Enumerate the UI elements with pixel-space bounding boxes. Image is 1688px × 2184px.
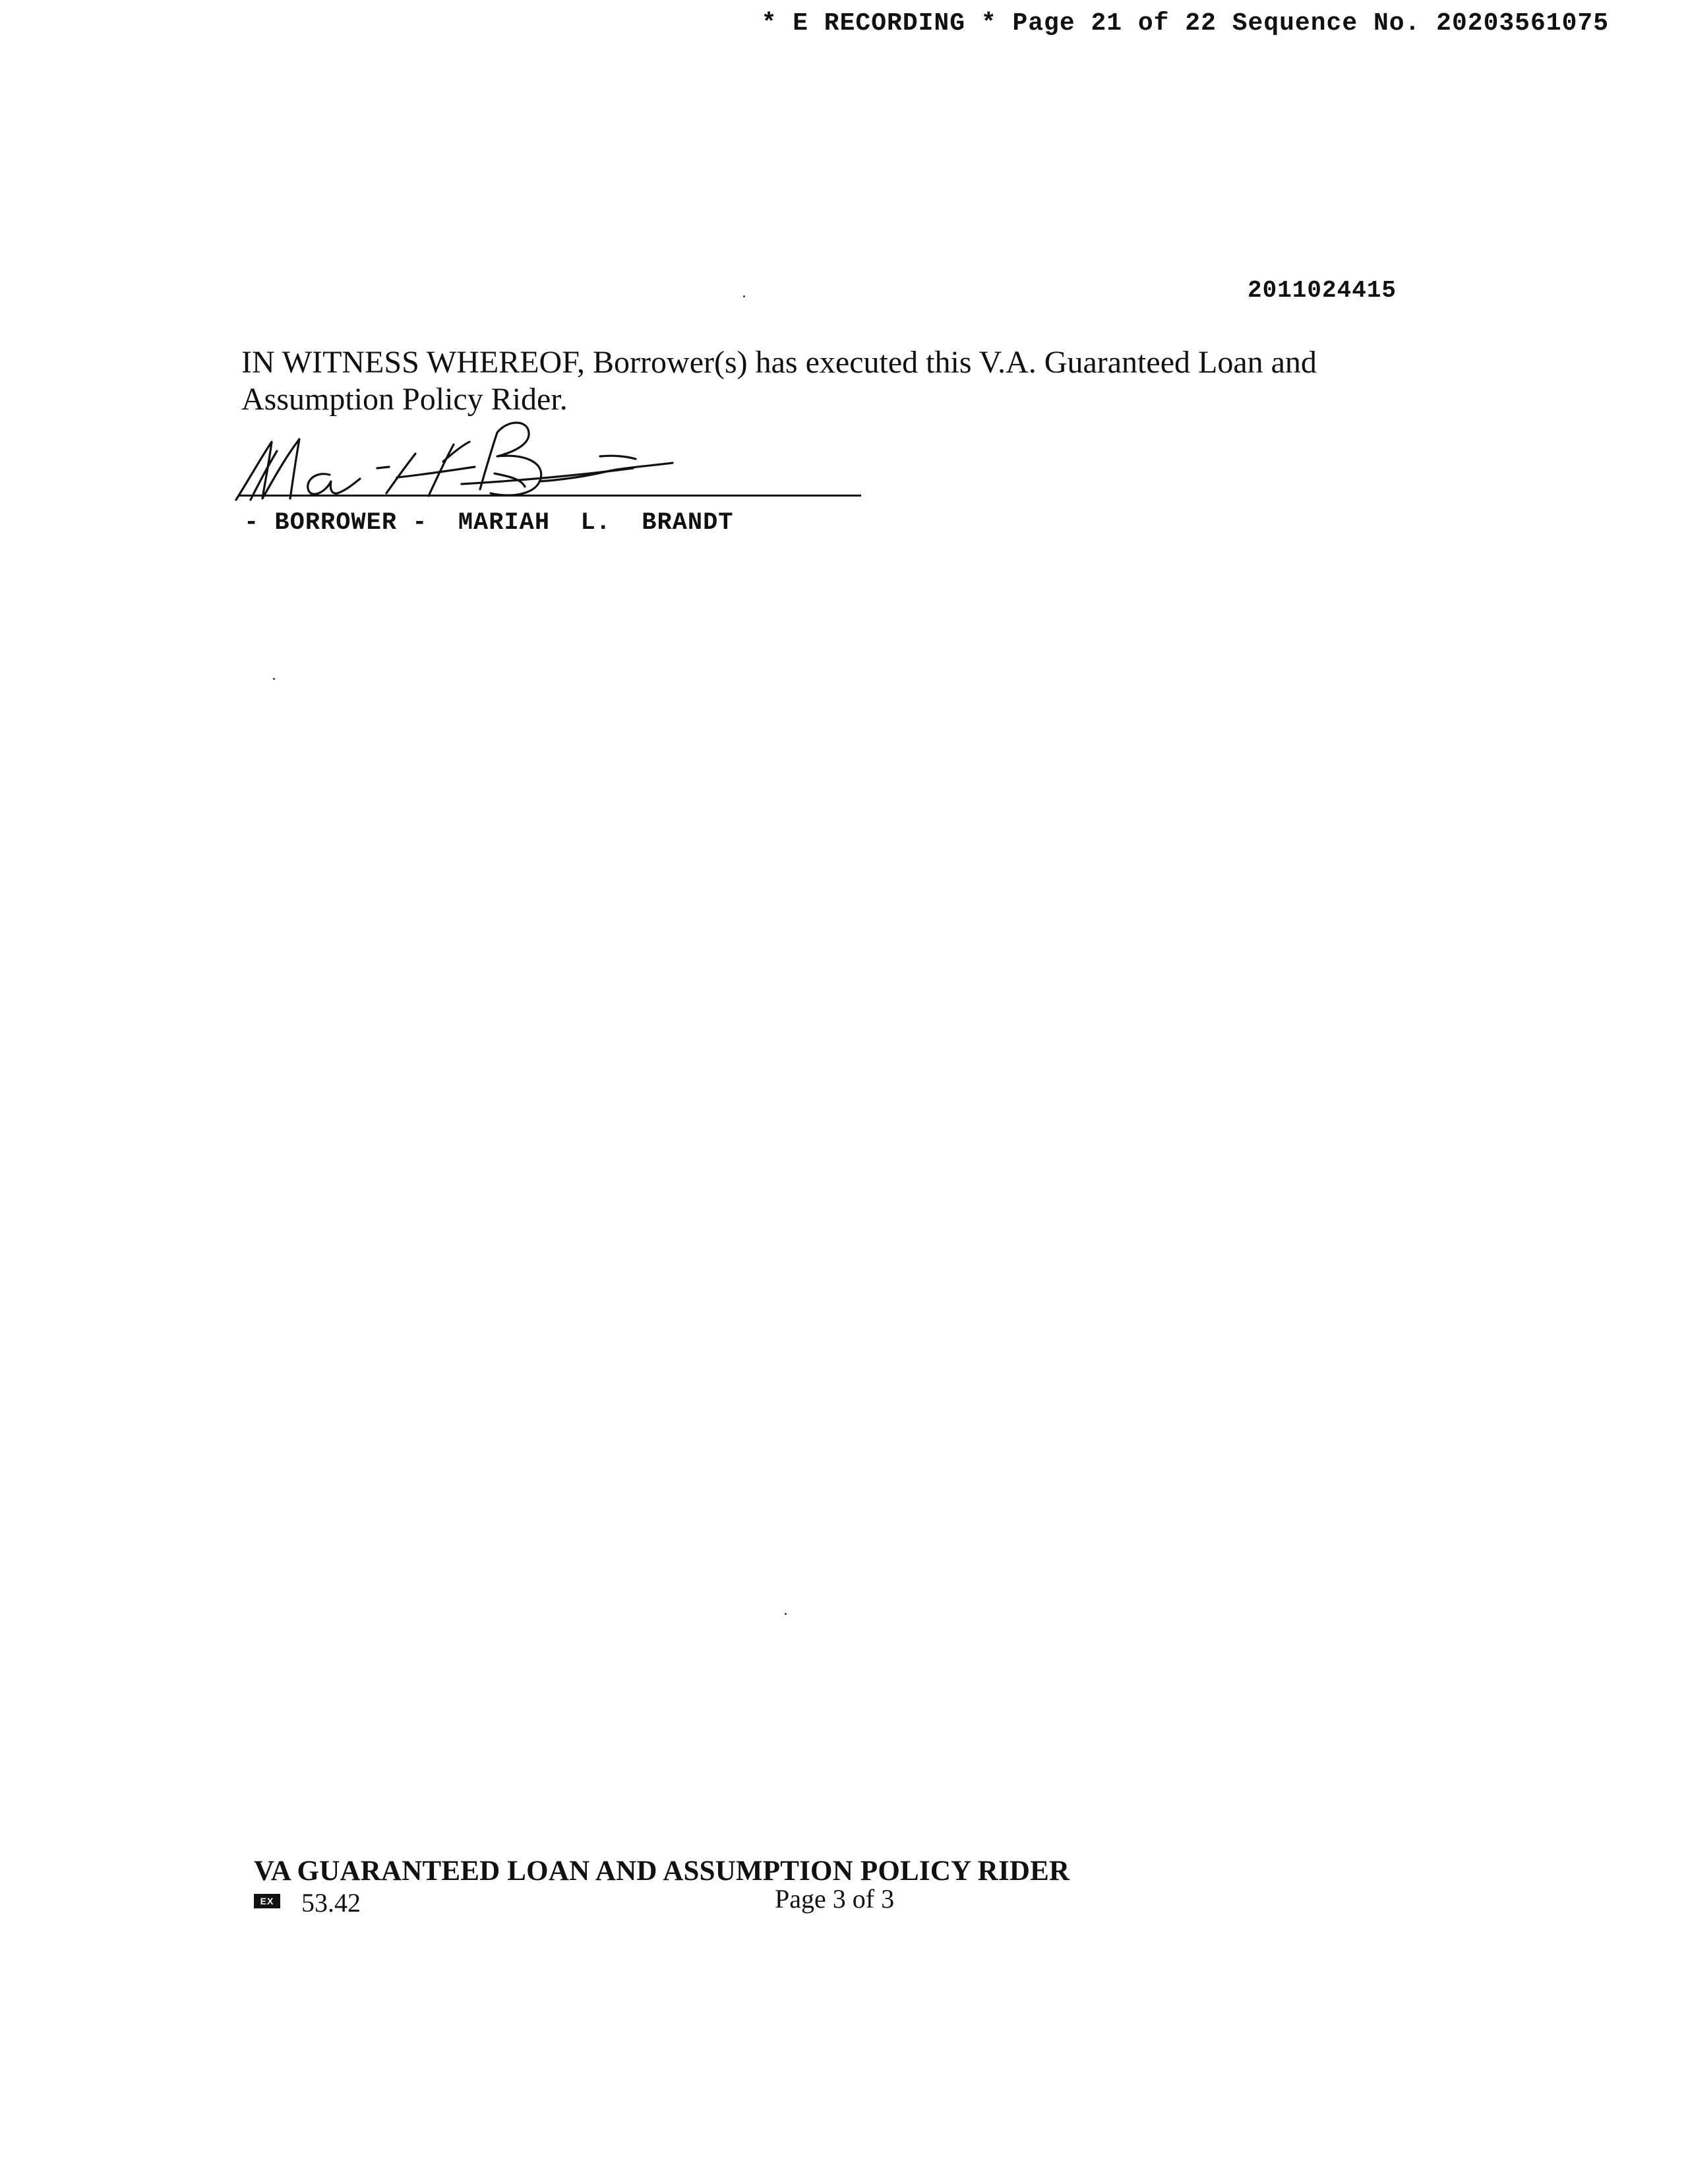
ellie-mae-logo-icon: EX — [254, 1894, 280, 1908]
signature-line — [239, 495, 861, 497]
scan-speck — [743, 295, 745, 297]
form-footer — [254, 1884, 1019, 1920]
scan-speck — [785, 1613, 787, 1615]
signature-block — [231, 415, 864, 514]
page-indicator: Page 3 of 3 — [775, 1884, 895, 1914]
scan-speck — [273, 678, 275, 680]
document-number: 2011024415 — [1248, 277, 1397, 304]
witness-statement: IN WITNESS WHEREOF, Borrower(s) has executed this V.A. Guaranteed Loan and Assumption Policy Rider. — [241, 345, 1317, 417]
handwritten-signature-icon — [231, 415, 864, 514]
borrower-caption: - BORROWER - MARIAH L. BRANDT — [244, 509, 734, 537]
recording-banner: * E RECORDING * Page 21 of 22 Sequence No. 20203561075 — [761, 9, 1609, 38]
form-title: VA GUARANTEED LOAN AND ASSUMPTION POLICY RIDER — [254, 1856, 1070, 1887]
form-number: 53.42 — [301, 1888, 361, 1918]
